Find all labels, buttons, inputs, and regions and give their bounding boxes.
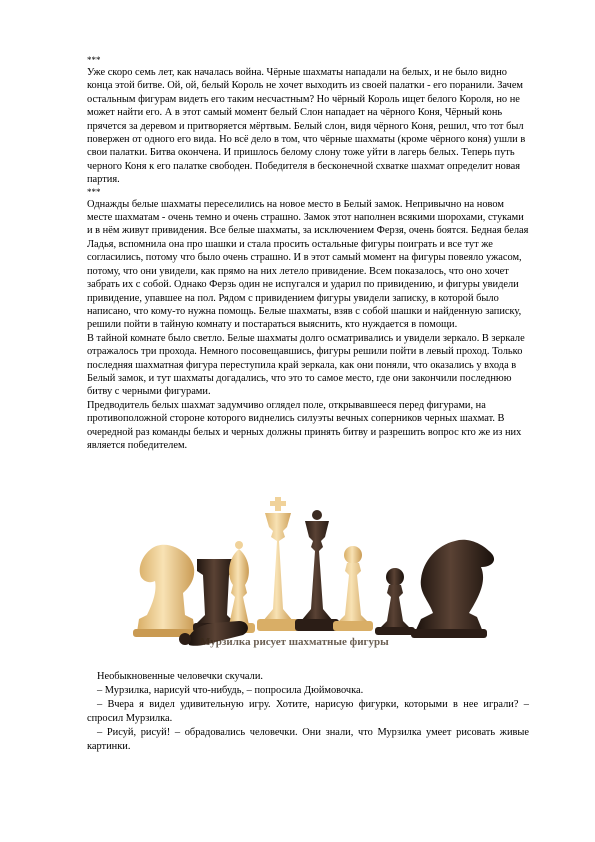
light-king-piece [257,497,299,631]
dark-pawn-piece [375,568,415,635]
image-caption: Мурзилка рисует шахматные фигуры [200,636,389,648]
dialog-line-1: Необыкновенные человечки скучали. [97,671,263,682]
story-paragraph-2: Однажды белые шахматы переселились на новое место в Белый замок. Непривычно на новом месте шахматам - очень темно и очень страшно. Замок этот наполнен всякими шорохами, стуками и в нём живут привидения. Все белые шахматы, за исключением Ферзя, очень боятся. Бедная белая Ладья, вспомнила она про шашки и стала просить остальные фигуры поиграть и все тут же согласились, потому что было очень страшно. И в этот самый момент на фигуры повеяло ужасом, потому, что они увидели, как прямо на них летело привидение. Всем показалось, что оно хочет забрать их с собой. Однако Ферзь один не испугался и ударил по привидению, и фигуры увидели привидение, упавшее на пол. Рядом с привидением фигуры увидели записку, в которой было написано, что кому-то нужна помощь. Белые шахматы, взяв с собой шашки и найденную записку, решили пойти в тайную комнату и постараться выяснить, кто нуждается в помощи. [87,198,529,331]
dark-knight-piece [411,540,494,638]
story-text [87,55,529,452]
chess-pieces-image [115,497,495,647]
story-paragraph-1: Уже скоро семь лет, как началась война. Чёрные шахматы нападали на белых, и не было видно конца этой битве. Ой, ой, белый Король не хочет выходить из своей палатки - его поранили. Зачем остальным фигурам видеть его таким несчастным? Но чёрный Король ищет белого Короля, но не может найти его. А в этот самый момент белый Слон нападает на чёрного Коня, Чёрный конь прячется за деревом и притворяется мёртвым. Белый слон, видя чёрного Коня, решил, что тот был повержен от одного его вида. Но всё дело в том, что чёрные шахматы (кроме чёрного коня) ушли в свои палатки. Битва окончена. И пришлось белому слону тоже уйти в лагерь белых. Теперь путь черного Коня к его палатке свободен. Победителя в бесконечной схватке шахмат определит новая партия. [87,67,526,186]
story-paragraph-3: В тайной комнате было светло. Белые шахматы долго осматривались и увидели зеркало. В зеркале отражалось три прохода. Немного посовещавшись, фигуры решили пойти в левый проход. Только последняя шахматная фигура переступила край зеркала, как они поняли, что оказались у входа в Белый замок, и тут шахматы догадались, что это то самое место, где они закончили последнюю битву с черными фигурами. [87,332,525,398]
dialog-text [87,670,529,754]
dark-queen-piece [295,510,339,631]
dialog-line-4: – Рисуй, рисуй! – обрадовались человечки. Они знали, что Мурзилка умеет рисовать живые картинки. [87,727,529,752]
light-pawn-piece [333,546,373,631]
dialog-line-2: – Мурзилка, нарисуй что-нибудь, – попросила Дюймовочка. [97,685,364,696]
story-paragraph-4: Предводитель белых шахмат задумчиво оглядел поле, открывавшееся перед фигурами, на противоположной стороне которого виднелись силуэты вечных соперников черных шахмат. В очередной раз команды белых и черных должны принять битву и разрешить вопрос кто же из них является победителем. [87,399,522,451]
dialog-line-3: – Вчера я видел удивительную игру. Хотите, нарисую фигурки, которыми в нее играли? – спросил Мурзилка. [87,699,529,724]
section-separator: *** [87,186,101,197]
light-knight-piece [133,545,199,637]
section-separator: *** [87,55,101,65]
